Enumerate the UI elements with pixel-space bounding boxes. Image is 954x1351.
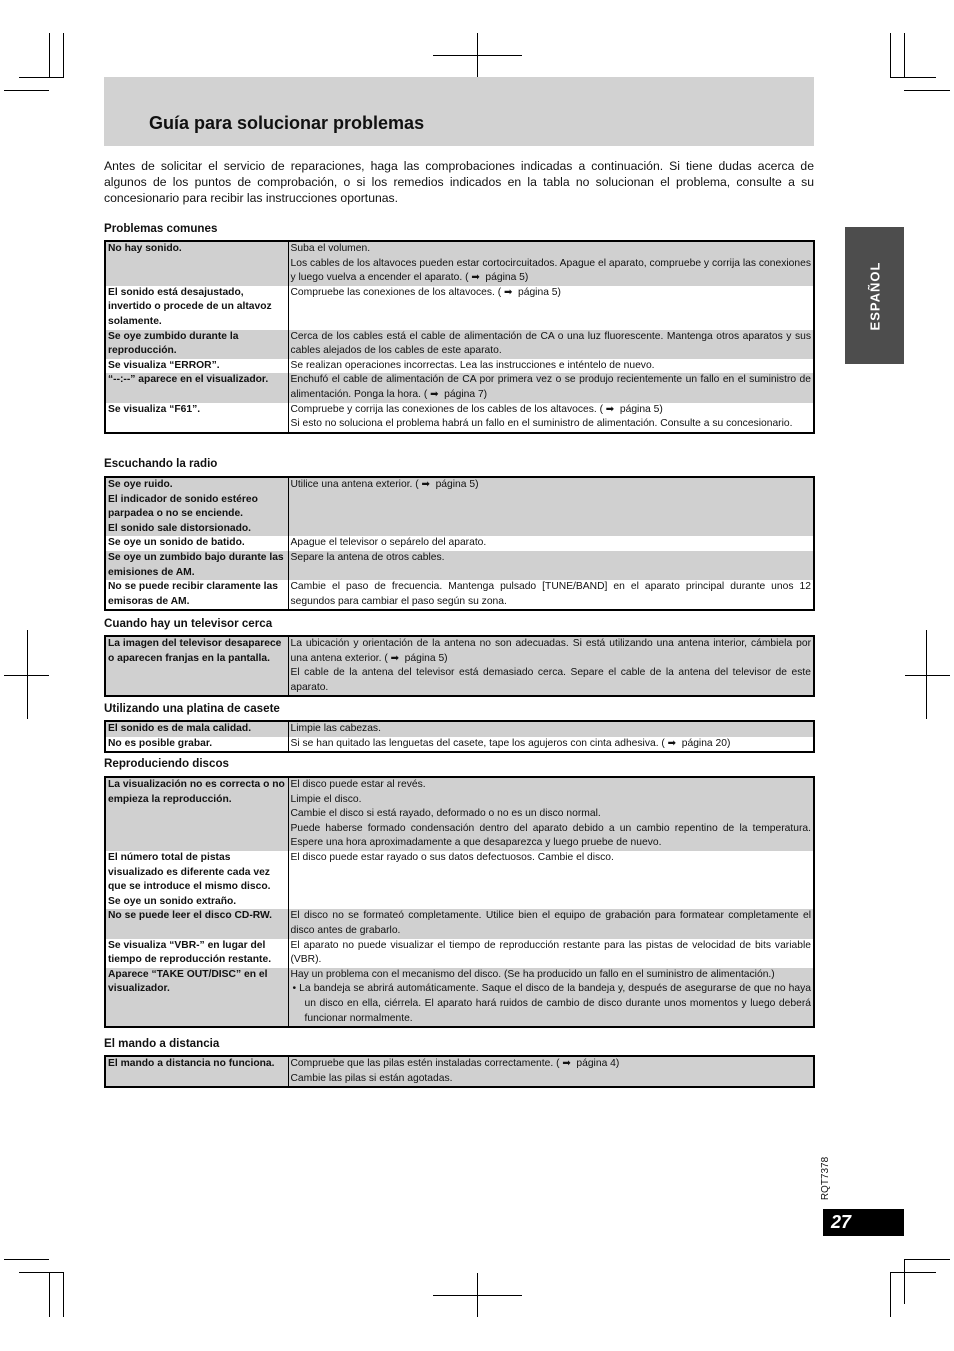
problem-text: El sonido sale distorsionado. [108,522,252,534]
table-row [105,851,814,909]
problem-cell [105,477,288,536]
remedy-text: Se realizan operaciones incorrectas. Lea las instrucciones e inténtelo de nuevo. [290,359,655,371]
arrow-right-icon: ➡ [503,286,513,298]
problem-text: El sonido es de mala calidad. [108,723,252,734]
table-row [105,551,814,580]
problem-cell [105,551,288,580]
remedy-text: El disco puede estar rayado o sus datos defectuosos. Cambie el disco. [290,851,614,863]
problem-text: La visualización no es correcta o no empieza la reproducción. [108,779,285,805]
page-title: Guía para solucionar problemas [149,113,425,133]
problem-text: Se visualiza “VBR-” en lugar del tiempo de reproducción restante. [108,939,272,966]
remedy-text: Compruebe y corrija las conexiones de los cables de los altavoces. ( ➡ página 5) [291,403,812,418]
remedy-bullet: • La bandeja se abrirá automáticamente. Saque el disco de la bandeja y, después de asegurarse de que no haya un disco en ella, ciérrela. El aparato hará ruidos de cambio de disco durante unos momentos y luego deberá funcionar normalmente. [292,983,811,1024]
problem-text: Se visualiza “ERROR”. [108,359,220,371]
troubleshooting-table-mando [104,1055,815,1088]
problem-cell [105,909,288,938]
table-row [105,359,814,374]
problem-text: El mando a distancia no funciona. [108,1058,275,1069]
arrow-right-icon: ➡ [421,479,430,490]
remedy-cell [288,909,814,938]
remedy-cell [288,777,814,851]
language-tab [845,227,904,364]
arrow-right-icon: ➡ [562,1058,571,1069]
table-row [105,939,814,968]
table-row [105,241,814,286]
remedy-cell [288,968,814,1027]
problem-text: El sonido está desajustado, invertido o procede de un altavoz solamente. [108,286,272,327]
section-heading-televisor: Cuando hay un televisor cerca [104,617,273,630]
problem-text: Se oye un sonido de batido. [108,537,245,549]
remedy-text: Cerca de los cables está el cable de alimentación de CA o una luz fluorescente. Mantenga otros aparatos y sus cables alejados de los cables de este aparato. [290,330,811,357]
problem-cell [105,286,288,330]
problem-cell [105,737,288,753]
troubleshooting-table-casete [104,720,815,753]
problem-cell [105,851,288,909]
remedy-text: El aparato no puede visualizar el tiempo de reproducción restante para las pistas de velocidad de bits variable (VBR). [290,939,811,966]
problem-cell [105,359,288,374]
remedy-cell [288,851,814,909]
arrow-right-icon: ➡ [605,403,615,415]
remedy-text: Limpie el disco. [290,793,362,805]
remedy-text: Si esto no soluciona el problema habrá un fallo en el suministro de alimentación. Consulte a su concesionario. [290,418,793,430]
remedy-cell [288,939,814,968]
remedy-cell [288,241,814,286]
remedy-text: El cable de la antena del televisor está demasiado cerca. Separe el cable de la antena del televisor de este aparato. [290,667,811,693]
problem-cell [105,536,288,551]
problem-text: No es posible grabar. [108,737,213,749]
remedy-text: Enchufó el cable de alimentación de CA por primera vez o se produjo recientemente un fallo en el suministro de alimentación. Ponga la hora. ( ➡ página 7) [291,373,812,402]
section-heading-comunes: Problemas comunes [104,222,218,235]
remedy-cell [288,286,814,330]
problem-cell [105,721,288,737]
remedy-cell [288,330,814,359]
remedy-text: Compruebe las conexiones de los altavoces. ( ➡ página 5) [291,286,812,301]
table-row [105,737,814,753]
remedy-text: El disco puede estar al revés. [290,779,426,790]
section-heading-casete: Utilizando una platina de casete [104,702,280,715]
section-heading-discos: Reproduciendo discos [104,757,229,770]
problem-cell [105,373,288,402]
remedy-cell [288,721,814,737]
remedy-text: Si se han quitado las lenguetas del casete, tape los agujeros con cinta adhesiva. ( ➡ página 20) [291,737,812,752]
problem-text: Aparece “TAKE OUT/DISC” en el visualizador. [108,968,268,995]
problem-cell [105,968,288,1027]
problem-cell [105,777,288,851]
remedy-text: Puede haberse formado condensación dentro del aparato debido a un cambio repentino de la temperatura. Espere una hora aproximadamente a que desaparezca y luego pruebe de nuevo. [290,822,811,849]
table-row [105,536,814,551]
problem-cell [105,636,288,696]
troubleshooting-table-radio [104,476,815,611]
section-heading-mando: El mando a distancia [104,1037,220,1050]
remedy-text: Utilice una antena exterior. ( ➡ página 5) [291,478,812,493]
remedy-cell [288,551,814,580]
table-row [105,580,814,610]
table-row [105,1056,814,1087]
problem-text: “--:--” aparece en el visualizador. [108,374,269,386]
problem-cell [105,1056,288,1087]
remedy-cell [288,1056,814,1087]
remedy-text: La ubicación y orientación de la antena no son adecuadas. Si está utilizando una antena interior, cámbiela por una antena exterior. ( ➡ página 5) [291,637,812,666]
table-row [105,403,814,433]
remedy-text: El disco no se formateó completamente. Utilice bien el equipo de grabación para formatear completamente el disco antes de grabarlo. [290,910,811,936]
table-row [105,777,814,851]
table-row [105,721,814,737]
section-heading-radio: Escuchando la radio [104,457,218,470]
remedy-text: Los cables de los altavoces pueden estar cortocircuitados. Apague el aparato, compruebe y corrija las conexiones y luego vuelva a encender el aparato. ( ➡ página 5) [291,257,812,286]
arrow-right-icon: ➡ [667,737,677,749]
page-number: 27 [831,1212,852,1232]
remedy-text: Cambie el disco si está rayado, deformado o no es un disco normal. [290,808,601,820]
table-row [105,968,814,1027]
page-number-box [823,1209,904,1236]
table-row [105,286,814,330]
problem-text: El número total de pistas visualizado es diferente cada vez que se introduce el mismo disco. [108,851,271,893]
remedy-text: Cambie las pilas si están agotadas. [290,1072,453,1084]
remedy-text: Cambie el paso de frecuencia. Mantenga pulsado [TUNE/BAND] en el aparato principal durante unos 12 segundos para cambiar el paso según su zona. [290,581,811,607]
problem-text: La imagen del televisor desaparece o aparecen franjas en la pantalla. [108,638,282,664]
table-row [105,330,814,359]
troubleshooting-table-televisor [104,635,815,697]
problem-text: No hay sonido. [108,243,182,254]
remedy-cell [288,477,814,536]
problem-cell [105,580,288,610]
remedy-cell [288,359,814,374]
remedy-text: Limpie las cabezas. [290,723,381,734]
remedy-cell [288,636,814,696]
troubleshooting-table-discos [104,776,815,1028]
table-row [105,477,814,536]
remedy-cell [288,580,814,610]
remedy-text: Hay un problema con el mecanismo del disco. (Se ha producido un fallo en el suministro de alimentación.) [290,968,775,980]
problem-text: No se puede recibir claramente las emisoras de AM. [108,581,278,607]
table-row [105,373,814,402]
problem-cell [105,939,288,968]
arrow-right-icon: ➡ [430,388,439,400]
title-banner [104,77,814,146]
remedy-text: Suba el volumen. [290,243,371,254]
problem-text: Se oye un sonido extraño. [108,895,237,907]
remedy-cell [288,737,814,753]
table-row [105,909,814,938]
remedy-text: Compruebe que las pilas estén instaladas correctamente. ( ➡ página 4) [291,1057,812,1072]
doc-code-label: RQT7378 [820,1156,832,1201]
problem-text: Se oye ruido. [108,479,173,490]
remedy-cell [288,403,814,433]
problem-text: No se puede leer el disco CD-RW. [108,910,273,922]
language-tab-label: ESPAÑOL [867,261,882,330]
problem-cell [105,241,288,286]
arrow-right-icon: ➡ [471,272,480,284]
problem-cell [105,403,288,433]
problem-text: Se oye un zumbido bajo durante las emisiones de AM. [108,551,284,578]
table-row [105,636,814,696]
problem-text: Se oye zumbido durante la reproducción. [108,330,239,357]
intro-paragraph: Antes de solicitar el servicio de reparaciones, haga las comprobaciones indicadas a continuación. Si tiene dudas acerca de algunos de los puntos de comprobación, o si los remedios indicados en la tabla no solucionan el problema, consulte a su concesionario para recibir las instrucciones oportunas. [104,159,814,205]
remedy-text: Apague el televisor o sepárelo del aparato. [290,537,487,549]
problem-text: Se visualiza “F61”. [108,403,201,415]
remedy-cell [288,536,814,551]
remedy-cell [288,373,814,402]
problem-cell [105,330,288,359]
problem-text: El indicador de sonido estéreo parpadea o no se enciende. [108,493,258,520]
arrow-right-icon: ➡ [390,652,399,664]
troubleshooting-table-comunes [104,240,815,434]
remedy-text: Separe la antena de otros cables. [290,551,445,563]
